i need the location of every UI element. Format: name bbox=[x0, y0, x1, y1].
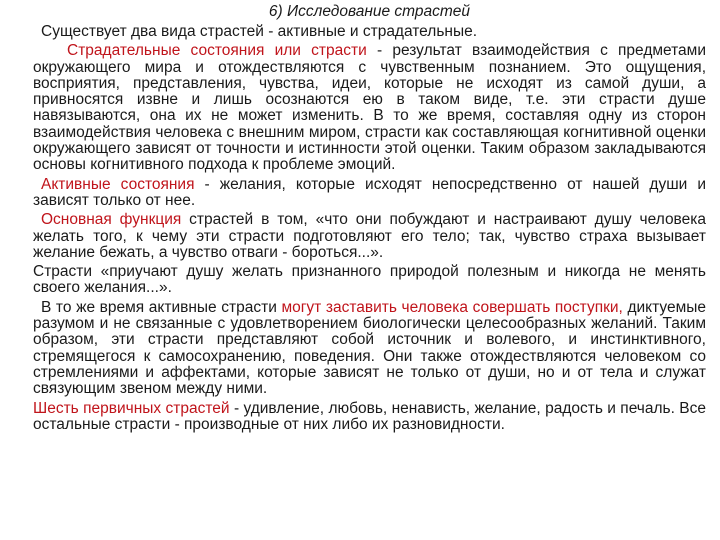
primary-passions-term: Шесть первичных страстей bbox=[33, 399, 230, 417]
intro-paragraph: Существует два вида страстей - активные и страдательные. bbox=[41, 23, 478, 40]
passive-states-paragraph bbox=[33, 43, 706, 173]
passions-quote-paragraph: Страсти «приучают душу желать признанного природой полезным и никогда не менять своего желания...». bbox=[33, 263, 706, 297]
active-passions-lead: В то же время активные страсти bbox=[41, 298, 282, 316]
slide-title: 6) Исследование страстей bbox=[268, 3, 471, 20]
active-passions-paragraph bbox=[33, 300, 706, 398]
primary-passions-paragraph bbox=[33, 401, 706, 434]
primary-passions-text: - удивление, любовь, ненависть, желание, радость и печаль. Все остальные страсти - производные от них либо их разновидности. bbox=[33, 399, 706, 433]
main-function-term: Основная функция bbox=[41, 211, 182, 229]
passive-states-term: Страдательные состояния или страсти bbox=[67, 42, 367, 60]
main-function-paragraph bbox=[33, 212, 706, 261]
active-states-term: Активные состояния bbox=[41, 175, 195, 193]
active-states-paragraph bbox=[33, 177, 706, 210]
main-function-text: страстей в том, «что они побуждают и настраивают душу человека желать того, к чему эти страсти подготовляют его тело; так, чувство страха вызывает желание бежать, а чувство отваги - бороться...». bbox=[33, 211, 706, 261]
passive-states-text: - результат взаимодействия с предметами окружающего мира и отождествляются с чувственным познанием. Это ощущения, восприятия, представления, чувства, идеи, которые не исходят из самой души, а привносятся извне и лишь осознаются ею в таком виде, т.е. эти страсти душе навязываются, она их не может изменить. В то же время, составляя одну из сторон взаимодействия человека с внешним миром, страсти как составляющая когнитивной оценки окружающего зависят от точности и истинности этой оценки. Таким образом закладываются основы когнитивного подхода к проблеме эмоций. bbox=[33, 42, 706, 174]
active-passions-text: диктуемые разумом и не связанные с удовлетворением биологически целесообразных желаний. Таким образом, эти страсти представляют собой источник и волевого, и инстинктивного, стремящегося к самосохранению, поведения. Они также отождествляются человеком со стремлениями и аффектами, которые зависят не только от души, но и от тела и служат связующим звеном между ними. bbox=[33, 298, 706, 398]
active-passions-highlight: могут заставить человека совершать поступки, bbox=[281, 298, 623, 316]
active-states-text: - желания, которые исходят непосредственно от нашей души и зависят только от нее. bbox=[33, 175, 706, 209]
